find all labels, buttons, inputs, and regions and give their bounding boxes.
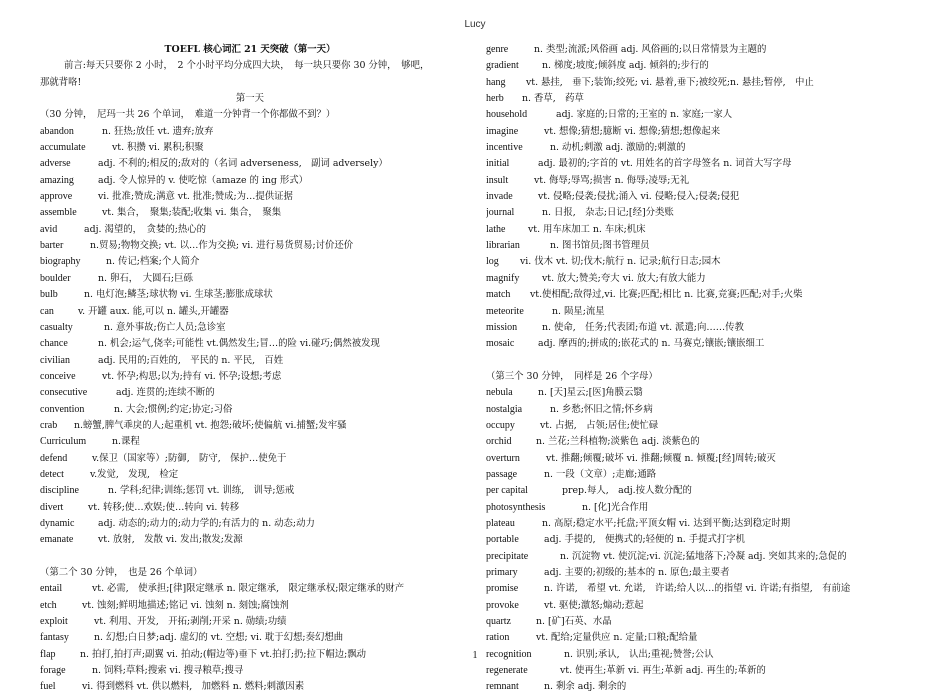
- vocab-definition: vt.使相配;敌得过,vi. 比赛;匹配;相比 n. 比赛,竞赛;匹配;对手;火柴: [530, 289, 803, 301]
- vocab-entry: [486, 140, 926, 156]
- vocab-definition: adj. 不利的;相反的;敌对的（名词 adverseness, 副词 adversely）: [98, 158, 388, 170]
- vocab-entry: [486, 336, 926, 352]
- vocab-definition: vt. 放射, 发散 vi. 发出;散发;发源: [98, 534, 243, 546]
- day-heading: 第一天: [235, 93, 265, 105]
- right-column: [486, 42, 926, 696]
- vocab-definition: n. 沉淀物 vt. 使沉淀;vi. 沉淀;猛地落下;冷凝 adj. 突如其来的;急促的: [560, 550, 847, 562]
- vocab-entry: [486, 630, 926, 646]
- section-note: （第三个 30 分钟， 同样是 26 个字母）: [486, 370, 658, 382]
- vocab-entry: [40, 598, 460, 614]
- vocab-word: entail: [40, 583, 63, 595]
- vocab-definition: vt. 悬挂, 垂下;装饰;绞死; vi. 悬着,垂下;被绞死;n. 悬挂;暂停, 中止: [526, 76, 814, 88]
- vocab-word: conceive: [40, 370, 76, 382]
- vocab-definition: vt. 占据, 占领;居住;使忙碌: [540, 419, 659, 431]
- vocab-entry: [40, 516, 460, 532]
- vocab-entry: [40, 124, 460, 140]
- vocab-word: precipitate: [486, 550, 529, 562]
- vocab-definition: adj. 民用的;百姓的, 平民的 n. 平民, 百姓: [98, 354, 284, 366]
- vocab-word: librarian: [486, 240, 520, 252]
- vocab-definition: vt. 怀孕;构思;以为;持有 vi. 怀孕;设想;考虑: [102, 370, 282, 382]
- vocab-word: insult: [486, 174, 509, 186]
- vocab-definition: n. 卵石， 大圆石;巨砾: [98, 272, 193, 284]
- page-header-name: Lucy: [464, 19, 486, 30]
- vocab-word: mission: [486, 321, 518, 333]
- vocab-definition: n. 使命, 任务;代表团;布道 vt. 派遣;向……传教: [542, 321, 744, 333]
- vocab-definition: n. 图书馆员;图书管理员: [550, 240, 650, 252]
- vocab-entry: [486, 418, 926, 434]
- vocab-definition: n. [化]光合作用: [582, 501, 649, 513]
- vocab-entry: [486, 532, 926, 548]
- left-column: [40, 42, 460, 696]
- vocab-definition: adj. 手提的, 便携式的;轻便的 n. 手提式打字机: [544, 534, 745, 546]
- vocab-definition: n. 许诺, 希望 vt. 允诺, 许诺;给人以…的指望 vi. 许诺;有指望, 有前途: [544, 583, 851, 595]
- vocab-definition: n. 学科;纪律;训练;惩罚 vt. 训练, 训导;惩戒: [108, 485, 295, 497]
- vocab-entry: [486, 434, 926, 450]
- vocab-definition: vi. 批准;赞成;满意 vt. 批准;赞成;为…提供证据: [98, 191, 293, 203]
- vocab-entry: [486, 565, 926, 581]
- vocab-word: magnify: [486, 272, 520, 284]
- vocab-word: initial: [486, 158, 510, 170]
- vocab-word: lathe: [486, 223, 506, 235]
- vocab-definition: vt. 驱使;激怒;煽动;惹起: [544, 599, 644, 611]
- vocab-entry: [486, 156, 926, 172]
- vocab-entry: [486, 254, 926, 270]
- vocab-word: plateau: [486, 517, 515, 529]
- vocab-entry: [40, 156, 460, 172]
- vocab-entry: [486, 107, 926, 123]
- vocab-word: occupy: [486, 419, 515, 431]
- vocab-entry: [486, 205, 926, 221]
- vocab-definition: v. 开罐 aux. 能,可以 n. 罐头,开罐器: [78, 305, 229, 317]
- section-note: （30 分钟， 尼玛一共 26 个单词， 难道一分钟背一个你都做不到？）: [40, 109, 336, 121]
- vocab-definition: n. 饲料;草料;搜索 vi. 搜寻粮草;搜寻: [92, 665, 244, 677]
- vocab-definition: n. 剩余 adj. 剩余的: [544, 681, 627, 693]
- vocab-word: fuel: [40, 681, 56, 693]
- vocab-word: mosaic: [486, 338, 515, 350]
- vocab-word: etch: [40, 599, 57, 611]
- vocab-word: defend: [40, 452, 68, 464]
- vocab-entry: [486, 614, 926, 630]
- vocab-word: abandon: [40, 125, 74, 137]
- vocab-entry: [40, 222, 460, 238]
- vocab-definition: vt. 推翻;倾覆;破坏 vi. 推翻;倾覆 n. 倾覆;[经]周转;破灭: [546, 452, 776, 464]
- vocab-definition: n. 梯度;坡度;倾斜度 adj. 倾斜的;步行的: [542, 60, 709, 72]
- vocab-definition: vt. 用车床加工 n. 车床;机床: [528, 223, 646, 235]
- vocab-entry: [40, 238, 460, 254]
- vocab-word: Curriculum: [40, 436, 87, 448]
- vocab-word: provoke: [486, 599, 519, 611]
- vocab-definition: vt. 想像;猜想;臆断 vi. 想像;猜想;想像起来: [544, 125, 721, 137]
- vocab-word: orchid: [486, 436, 512, 448]
- vocab-entry: [486, 173, 926, 189]
- vocab-entry: [40, 271, 460, 287]
- vocab-word: civilian: [40, 354, 70, 366]
- vocab-definition: vi. 伐木 vt. 切;伐木;航行 n. 记录;航行日志;园木: [520, 256, 721, 268]
- vocab-word: can: [40, 305, 54, 317]
- vocab-definition: adj. 动态的;动力的;动力学的;有活力的 n. 动态;动力: [98, 517, 315, 529]
- blank-line: [486, 353, 926, 369]
- vocab-entry: [486, 549, 926, 565]
- intro-paragraph: 前言:每天只要你 2 小时， 2 个小时平均分成四大块， 每一块只要你 30 分钟， 够吧，: [64, 60, 430, 72]
- vocab-definition: n.螃蟹,脾气乖戾的人;起重机 vt. 抱怨;破坏;使偏航 vi.捕蟹;发牢骚: [74, 419, 347, 431]
- vocab-definition: vt. 蚀刻;鲜明地描述;铭记 vi. 蚀刻 n. 刻蚀;腐蚀剂: [82, 599, 289, 611]
- vocab-definition: vt. 集合， 聚集;装配;收集 vi. 集合， 聚集: [102, 207, 282, 219]
- vocab-entry: [486, 189, 926, 205]
- vocab-word: genre: [486, 44, 509, 55]
- vocab-word: assemble: [40, 207, 77, 219]
- vocab-entry: [40, 581, 460, 597]
- vocab-word: journal: [486, 207, 515, 219]
- vocab-word: ration: [486, 632, 510, 644]
- vocab-entry: [40, 467, 460, 483]
- vocab-entry: [40, 189, 460, 205]
- vocab-word: per capital: [486, 485, 528, 497]
- vocab-definition: vt. 侮辱;辱骂;损害 n. 侮辱;凌辱;无礼: [534, 174, 690, 186]
- vocab-entry: [40, 205, 460, 221]
- vocab-definition: n. [天]星云;[医]角膜云翳: [538, 387, 643, 399]
- vocab-entry: [40, 369, 460, 385]
- vocab-definition: prep.每人, adj.按人数分配的: [562, 485, 692, 497]
- vocab-definition: vt. 必需, 使承担;[律]限定继承 n. 限定继承, 限定继承权;限定继承的财产: [92, 583, 405, 595]
- vocab-definition: n. 陨星;流星: [552, 305, 605, 317]
- vocab-entry: [40, 451, 460, 467]
- vocab-entry: [40, 402, 460, 418]
- vocab-entry: [486, 320, 926, 336]
- vocab-entry: [40, 320, 460, 336]
- vocab-definition: n. 大会;惯例;约定;协定;习俗: [114, 403, 233, 415]
- blank-line: [40, 549, 460, 565]
- vocab-entry: [486, 91, 926, 107]
- vocab-entry: [40, 287, 460, 303]
- vocab-entry: [40, 663, 460, 679]
- vocab-definition: adj. 连贯的;连续不断的: [116, 387, 215, 399]
- vocab-definition: vt. 利用、开发, 开拓;剥削;开采 n. 勋绩;功绩: [94, 616, 287, 628]
- vocab-word: flap: [40, 648, 56, 660]
- vocab-word: match: [486, 289, 511, 301]
- vocab-entry: [486, 385, 926, 401]
- vocab-definition: vi. 得到燃料 vt. 供以燃料, 加燃料 n. 燃料;刺激因素: [82, 681, 305, 693]
- vocab-definition: vt. 转移;使…欢娱;使…转向 vi. 转移: [88, 501, 240, 513]
- vocab-definition: adj. 家庭的;日常的;王室的 n. 家庭;一家人: [556, 109, 733, 121]
- vocab-definition: vt. 配给;定量供应 n. 定量;口粮;配给量: [536, 632, 698, 644]
- vocab-word: discipline: [40, 485, 79, 497]
- vocab-definition: vt. 侵略;侵袭;侵扰;涌入 vi. 侵略;侵入;侵袭;侵犯: [538, 191, 740, 203]
- vocab-definition: vt. 积攒 vi. 累积;积聚: [112, 142, 204, 154]
- vocab-entry: [40, 418, 460, 434]
- vocab-definition: n. 兰花;兰科植物;淡紫色 adj. 淡紫色的: [536, 436, 700, 448]
- vocab-definition: n.贸易;物物交换; vt. 以…作为交换; vi. 进行易货贸易;讨价还价: [90, 240, 354, 252]
- section-note: （第二个 30 分钟， 也是 26 个单词）: [40, 567, 203, 578]
- vocab-entry: [486, 238, 926, 254]
- vocab-definition: adj. 最初的;字首的 vt. 用姓名的首字母签名 n. 词首大写字母: [538, 158, 792, 170]
- vocab-word: passage: [486, 468, 518, 480]
- vocab-word: emanate: [40, 534, 74, 546]
- section-note: 那就背咯!: [40, 76, 82, 88]
- vocab-definition: n. 香草, 药草: [522, 93, 584, 105]
- vocab-entry: [40, 336, 460, 352]
- vocab-word: boulder: [40, 272, 71, 284]
- vocab-entry: [486, 58, 926, 74]
- vocab-entry: [486, 451, 926, 467]
- vocab-word: biography: [40, 256, 81, 268]
- vocab-definition: adj. 摩西的;拼成的;嵌花式的 n. 马赛克;镶嵌;镶嵌细工: [538, 338, 765, 350]
- vocab-entry: [40, 385, 460, 401]
- page-number: 1: [472, 650, 478, 661]
- vocab-entry: [486, 598, 926, 614]
- vocab-entry: [40, 532, 460, 548]
- vocab-entry: [486, 516, 926, 532]
- vocab-word: exploit: [40, 616, 68, 628]
- vocab-word: hang: [486, 76, 506, 88]
- vocab-word: meteorite: [486, 305, 524, 317]
- vocab-definition: n. 日报, 杂志;日记;[经]分类账: [542, 207, 674, 219]
- vocab-word: consecutive: [40, 387, 88, 399]
- vocab-word: approve: [40, 191, 73, 203]
- vocab-word: bulb: [40, 289, 58, 301]
- vocab-word: accumulate: [40, 142, 86, 154]
- vocab-word: adverse: [40, 158, 71, 170]
- vocab-entry: [486, 663, 926, 679]
- vocab-entry: [40, 630, 460, 646]
- vocab-word: chance: [40, 338, 68, 350]
- vocab-word: recognition: [486, 648, 532, 660]
- vocab-entry: [486, 304, 926, 320]
- vocab-definition: v.保卫（国家等）;防御, 防守, 保护…使免于: [92, 452, 287, 464]
- vocab-definition: n. 幻想;白日梦;adj. 虚幻的 vt. 空想; vi. 耽于幻想;奏幻想曲: [94, 632, 344, 644]
- vocab-definition: n. 一段（文章）;走廊;通路: [544, 468, 657, 480]
- vocab-word: remnant: [486, 681, 519, 693]
- vocab-word: nebula: [486, 387, 513, 399]
- vocab-entry: [40, 434, 460, 450]
- vocab-definition: adj. 主要的;初级的;基本的 n. 原色;最主要者: [544, 567, 730, 578]
- vocab-word: incentive: [486, 142, 523, 154]
- vocab-word: portable: [486, 534, 519, 546]
- vocab-word: promise: [486, 583, 519, 595]
- vocab-word: amazing: [40, 174, 74, 186]
- vocab-entry: [486, 75, 926, 91]
- vocab-definition: vt. 使再生;革新 vi. 再生;革新 adj. 再生的;革新的: [560, 665, 766, 677]
- vocab-word: primary: [486, 567, 518, 578]
- vocab-entry: [486, 500, 926, 516]
- vocab-entry: [486, 679, 926, 695]
- vocab-word: imagine: [486, 125, 519, 137]
- vocab-definition: vt. 放大;赞美;夸大 vi. 放大;有放大能力: [542, 272, 706, 284]
- vocab-entry: [40, 353, 460, 369]
- vocab-word: casualty: [40, 321, 73, 333]
- vocab-word: household: [486, 109, 528, 121]
- vocab-definition: n. 动机;刺激 adj. 激励的;刺激的: [550, 142, 686, 154]
- vocab-entry: [486, 483, 926, 499]
- vocab-word: convention: [40, 403, 85, 415]
- vocab-definition: n. 识别;承认, 认出;重视;赞誉;公认: [564, 648, 714, 660]
- vocab-entry: [486, 124, 926, 140]
- vocab-entry: [40, 254, 460, 270]
- vocab-definition: v.发觉, 发现, 检定: [90, 468, 179, 480]
- vocab-word: detect: [40, 468, 64, 480]
- vocab-word: dynamic: [40, 517, 75, 529]
- vocab-definition: n. 拍打,拍打声;副翼 vi. 拍动;(帽边等)垂下 vt.拍打;扔;拉下帽边;飘动: [80, 648, 366, 660]
- vocab-word: barter: [40, 240, 64, 252]
- vocab-word: nostalgia: [486, 403, 523, 415]
- vocab-word: log: [486, 256, 499, 268]
- vocab-entry: [486, 222, 926, 238]
- vocab-word: avid: [40, 223, 58, 235]
- vocab-entry: [486, 467, 926, 483]
- vocab-definition: n.课程: [112, 436, 140, 448]
- vocab-word: regenerate: [486, 665, 528, 677]
- vocab-word: overturn: [486, 452, 520, 464]
- vocab-definition: n. [矿]石英、水晶: [536, 616, 612, 628]
- vocab-word: gradient: [486, 60, 519, 72]
- vocab-entry: [40, 173, 460, 189]
- vocab-entry: [40, 614, 460, 630]
- vocab-entry: [40, 304, 460, 320]
- vocab-word: fantasy: [40, 632, 69, 644]
- vocab-entry: [40, 679, 460, 695]
- vocab-word: crab: [40, 419, 58, 431]
- vocab-word: invade: [486, 191, 513, 203]
- vocab-definition: n. 意外事故;伤亡人员;急诊室: [104, 321, 226, 333]
- vocab-definition: n. 传记;档案;个人简介: [106, 256, 200, 268]
- vocab-definition: n. 电灯泡;鳞茎;球状物 vi. 生球茎;膨胀成球状: [84, 289, 273, 301]
- vocab-entry: [486, 42, 926, 58]
- vocab-definition: adj. 渴望的， 贪婪的;热心的: [84, 223, 207, 235]
- vocab-entry: [40, 483, 460, 499]
- vocab-entry: [40, 500, 460, 516]
- vocab-entry: [486, 581, 926, 597]
- vocab-entry: [486, 287, 926, 303]
- vocab-definition: n. 高原;稳定水平;托盘;平顶女帽 vi. 达到平衡;达到稳定时期: [542, 517, 791, 529]
- vocab-entry: [486, 402, 926, 418]
- vocab-entry: [40, 140, 460, 156]
- vocab-word: divert: [40, 501, 64, 513]
- vocab-definition: n. 乡愁;怀旧之情;怀乡病: [550, 403, 653, 415]
- vocab-word: photosynthesis: [486, 501, 546, 513]
- vocab-definition: n. 狂热;放任 vt. 遗弃;放弃: [102, 125, 214, 137]
- vocab-word: forage: [40, 665, 66, 677]
- vocab-entry: [486, 271, 926, 287]
- vocab-definition: adj. 令人惊异的 v. 使吃惊（amaze 的 ing 形式）: [98, 174, 308, 186]
- vocab-word: quartz: [486, 616, 511, 628]
- document-title: TOEFL 核心词汇 21 天突破（第一天）: [164, 44, 336, 55]
- vocab-word: herb: [486, 93, 504, 105]
- vocab-definition: n. 类型;流派;风俗画 adj. 风俗画的;以日常情景为主题的: [534, 44, 767, 55]
- vocab-definition: n. 机会;运气,侥幸;可能性 vt.偶然发生;冒…的险 vi.碰巧;偶然被发现: [98, 338, 380, 350]
